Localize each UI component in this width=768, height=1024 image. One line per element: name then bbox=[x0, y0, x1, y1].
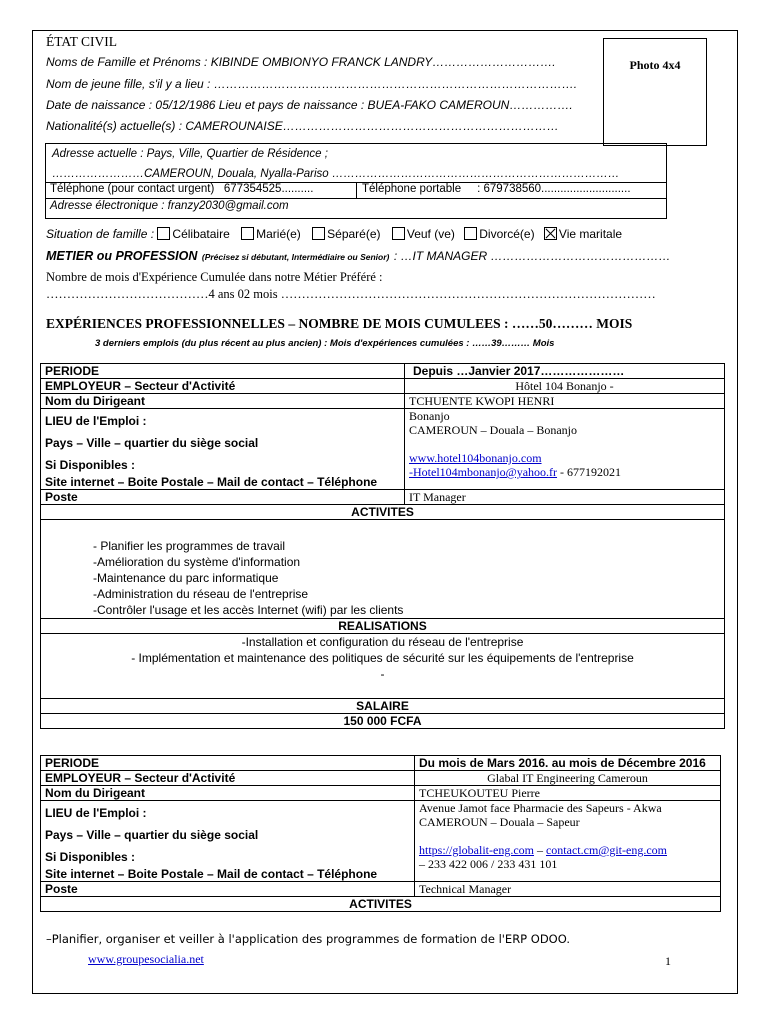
table-row bbox=[41, 714, 725, 729]
divorce-label: Divorcé(e) bbox=[479, 227, 535, 241]
periode-label: PERIODE bbox=[41, 364, 405, 379]
realisations-label: REALISATIONS bbox=[41, 619, 725, 634]
site-label: Site internet – Boite Postale – Mail de contact – Téléphone bbox=[45, 475, 378, 489]
table-row bbox=[41, 520, 725, 619]
job1-tel: - 677192021 bbox=[557, 465, 622, 479]
list-item: - bbox=[380, 667, 385, 681]
table-row bbox=[41, 801, 721, 882]
list-item: - Planifier les programmes de travail bbox=[93, 539, 286, 553]
marie-label: Marié(e) bbox=[256, 227, 301, 241]
periode-label: PERIODE bbox=[41, 756, 415, 771]
dispo-label: Si Disponibles : bbox=[45, 458, 136, 472]
table-row bbox=[41, 409, 725, 490]
table-row bbox=[41, 699, 725, 714]
job1-poste: IT Manager bbox=[405, 490, 725, 505]
experience-value: …………………………………4 ans 02 mois ……………………………………………………………………………… bbox=[46, 287, 656, 301]
job2-tel: – 233 422 006 / 233 431 101 bbox=[419, 857, 558, 871]
veuf-label: Veuf (ve) bbox=[406, 227, 455, 241]
lieu-cell bbox=[41, 801, 415, 882]
lieu-label: LIEU de l'Emploi : bbox=[45, 806, 147, 820]
experience-label: Nombre de mois d'Expérience Cumulée dans notre Métier Préféré : bbox=[46, 270, 383, 284]
job1-mail-link[interactable]: -Hotel104mbonanjo@yahoo.fr bbox=[409, 465, 558, 479]
pays-label: Pays – Ville – quartier du siège social bbox=[45, 828, 259, 842]
address-box bbox=[45, 143, 667, 219]
job1-periode: Depuis …Janvier 2017………………… bbox=[405, 364, 725, 379]
situation-row bbox=[46, 227, 622, 241]
job2-site-link[interactable]: https://globalit-eng.com bbox=[419, 843, 534, 857]
job2-poste: Technical Manager bbox=[415, 882, 721, 897]
job1-salaire: 150 000 FCFA bbox=[41, 714, 725, 729]
situation-label: Situation de famille : bbox=[46, 227, 155, 241]
checkbox-marie[interactable] bbox=[241, 227, 254, 240]
job1-table bbox=[40, 363, 725, 729]
exp-pro-subheading: 3 derniers emplois (du plus récent au plus ancien) : Mois d'expériences cumulées : ……39……… Mois bbox=[95, 338, 555, 349]
jeune-fille-line: Nom de jeune fille, s'il y a lieu : ………………………………………………………………………………. bbox=[46, 77, 578, 91]
metier-value: : …IT MANAGER ……………………………………… bbox=[393, 249, 671, 263]
job1-lieu-cell bbox=[405, 409, 725, 490]
table-row bbox=[41, 490, 725, 505]
metier-label: METIER ou PROFESSION bbox=[46, 249, 198, 263]
job2-dirigeant: TCHEUKOUTEU Pierre bbox=[415, 786, 721, 801]
table-row bbox=[41, 505, 725, 520]
checkbox-separe[interactable] bbox=[312, 227, 325, 240]
table-row bbox=[41, 619, 725, 634]
nationalite-line: Nationalité(s) actuelle(s) : CAMEROUNAISE…………………………………………………………… bbox=[46, 119, 559, 133]
address-line-2: ……………………CAMEROUN, Douala, Nyalla-Pariso ………………………………………………………………… bbox=[52, 168, 620, 180]
photo-label: Photo 4x4 bbox=[629, 58, 681, 72]
dirigeant-label: Nom du Dirigeant bbox=[41, 394, 405, 409]
lieu-cell bbox=[41, 409, 405, 490]
job1-activites-cell bbox=[41, 520, 725, 619]
job2-lieu1: Avenue Jamot face Pharmacie des Sapeurs - Akwa bbox=[419, 801, 662, 815]
job2-mail-link[interactable]: contact.cm@git-eng.com bbox=[545, 843, 667, 857]
poste-label: Poste bbox=[41, 490, 405, 505]
table-row bbox=[41, 771, 721, 786]
table-row bbox=[41, 379, 725, 394]
metier-row bbox=[46, 247, 671, 265]
nom-line: Noms de Famille et Prénoms : KIBINDE OMBIONYO FRANCK LANDRY…………………………. bbox=[46, 55, 556, 69]
activites-label: ACTIVITES bbox=[41, 505, 725, 520]
dirigeant-label: Nom du Dirigeant bbox=[41, 786, 415, 801]
dispo-label: Si Disponibles : bbox=[45, 850, 136, 864]
pays-label: Pays – Ville – quartier du siège social bbox=[45, 436, 259, 450]
page-number: 1 bbox=[665, 954, 671, 968]
list-item: -Amélioration du système d'information bbox=[93, 555, 301, 569]
list-item: -Installation et configuration du réseau de l'entreprise bbox=[241, 635, 524, 649]
checkbox-celibataire[interactable] bbox=[157, 227, 170, 240]
activites-label: ACTIVITES bbox=[41, 897, 721, 912]
metier-hint: (Précisez si débutant, Intermédiaire ou Senior) bbox=[201, 252, 390, 262]
naissance-line: Date de naissance : 05/12/1986 Lieu et pays de naissance : BUEA-FAKO CAMEROUN……………. bbox=[46, 98, 573, 112]
job1-lieu2: CAMEROUN – Douala – Bonanjo bbox=[409, 423, 577, 437]
celibataire-label: Célibataire bbox=[172, 227, 230, 241]
footer-link[interactable]: www.groupesocialia.net bbox=[88, 952, 204, 966]
salaire-label: SALAIRE bbox=[41, 699, 725, 714]
tel-portable-value: : 679738560............................ bbox=[477, 183, 631, 195]
photo-box bbox=[603, 38, 707, 146]
table-row bbox=[41, 882, 721, 897]
list-item: -Maintenance du parc informatique bbox=[93, 571, 279, 585]
job2-sep: – bbox=[533, 843, 546, 857]
employeur-label: EMPLOYEUR – Secteur d'Activité bbox=[41, 379, 405, 394]
job2-periode: Du mois de Mars 2016. au mois de Décembre 2016 bbox=[415, 756, 721, 771]
job2-activite-line: –Planifier, organiser et veiller à l'application des programmes de formation de l'ERP ODOO. bbox=[46, 932, 570, 946]
table-row bbox=[41, 786, 721, 801]
job1-employeur: Hôtel 104 Bonanjo - bbox=[405, 379, 725, 394]
table-row bbox=[41, 897, 721, 912]
vie-maritale-label: Vie maritale bbox=[558, 227, 623, 241]
table-row bbox=[41, 634, 725, 699]
job1-realisations-cell bbox=[41, 634, 725, 699]
checkbox-veuf[interactable] bbox=[392, 227, 405, 240]
job2-employeur: Glabal IT Engineering Cameroun bbox=[415, 771, 721, 786]
job1-dirigeant: TCHUENTE KWOPI HENRI bbox=[405, 394, 725, 409]
checkbox-vie-maritale[interactable] bbox=[544, 227, 557, 240]
tel-portable-label: Téléphone portable bbox=[362, 183, 462, 195]
table-row bbox=[41, 394, 725, 409]
checkbox-divorce[interactable] bbox=[464, 227, 477, 240]
exp-pro-heading: EXPÉRIENCES PROFESSIONNELLES – NOMBRE DE MOIS CUMULEES : ……50……… MOIS bbox=[46, 316, 633, 331]
list-item: -Administration du réseau de l'entreprise bbox=[93, 587, 309, 601]
tel-urgent-value: 677354525.......... bbox=[223, 183, 314, 195]
list-item: -Contrôler l'usage et les accès Internet (wifi) par les clients bbox=[93, 603, 404, 617]
job2-lieu2: CAMEROUN – Douala – Sapeur bbox=[419, 815, 580, 829]
site-label: Site internet – Boite Postale – Mail de contact – Téléphone bbox=[45, 867, 378, 881]
list-item: - Implémentation et maintenance des politiques de sécurité sur les équipements de l'entreprise bbox=[131, 651, 634, 665]
tel-portable bbox=[362, 183, 666, 195]
job1-lieu1: Bonanjo bbox=[409, 409, 450, 423]
tel-urgent-label: Téléphone (pour contact urgent) bbox=[50, 183, 215, 195]
poste-label: Poste bbox=[41, 882, 415, 897]
table-row bbox=[41, 364, 725, 379]
etat-civil-heading: ÉTAT CIVIL bbox=[46, 34, 118, 49]
address-line-1: Adresse actuelle : Pays, Ville, Quartier de Résidence ; bbox=[52, 148, 328, 160]
separe-label: Séparé(e) bbox=[327, 227, 381, 241]
job2-table bbox=[40, 755, 721, 912]
employeur-label: EMPLOYEUR – Secteur d'Activité bbox=[41, 771, 415, 786]
job1-site-link[interactable]: www.hotel104bonanjo.com bbox=[409, 451, 542, 465]
table-row bbox=[41, 756, 721, 771]
lieu-label: LIEU de l'Emploi : bbox=[45, 414, 147, 428]
email-line: Adresse électronique : franzy2030@gmail.com bbox=[50, 200, 289, 212]
job2-lieu-cell bbox=[415, 801, 721, 882]
